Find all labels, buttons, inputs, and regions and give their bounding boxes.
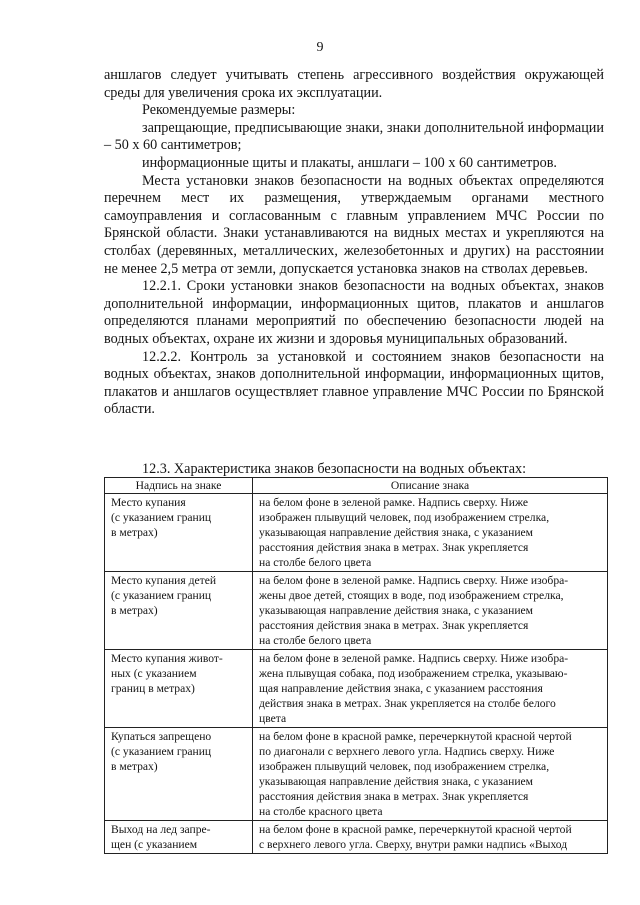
- header-sign-description: Описание знака: [253, 478, 608, 494]
- paragraph-2: Рекомендуемые размеры:: [142, 102, 296, 119]
- paragraph-4: информационные щиты и плакаты, аншлаги – 100 х 60 сантиметров.: [142, 154, 557, 171]
- paragraph-7: 12.2.2. Контроль за установкой и состоянием знаков безопасности на водных объектах, знаков дополнительной информации, информационных щитов, плакатов и аншлагов осуществляет главное управление МЧС России по Брянской области.: [104, 348, 604, 418]
- paragraph-5: Места установки знаков безопасности на водных объектах определяются перечнем мест их размещения, утверждаемым органами местного самоуправления и согласованным с главным управлением МЧС России по Брянской области. Знаки устанавливаются на видных местах и укрепляются на столбах (деревянных, металлических, железобетонных и других) на расстоянии не менее 2,5 метра от земли, допускается установка знаков на стволах деревьев.: [104, 172, 604, 277]
- sign-description-cell: на белом фоне в зеленой рамке. Надпись сверху. Ниже изобра- жены двое детей, стоящих в воде, под изображением стрелка, указывающая направление действия знака, с указанием расстояния действия знака в метрах. Знак укрепляется на столбе белого цвета: [253, 572, 608, 650]
- table-row: [105, 821, 608, 854]
- sign-description-cell: на белом фоне в красной рамке, перечеркнутой красной чертой по диагонали с верхнего левого угла. Надпись сверху. Ниже изображен плывущий человек, под изображением стрелка, указывающая направление действия знака, с указанием расстояния действия знака в метрах. Знак укрепляется на столбе красного цвета: [253, 728, 608, 821]
- sign-description-cell: на белом фоне в красной рамке, перечеркнутой красной чертой с верхнего левого угла. Сверху, внутри рамки надпись «Выход: [253, 821, 608, 854]
- header-sign-text: Надпись на знаке: [105, 478, 253, 494]
- page-number: 9: [316, 40, 324, 55]
- sign-name-cell: Место купания живот- ных (с указанием границ в метрах): [105, 650, 253, 728]
- paragraph-6: 12.2.1. Сроки установки знаков безопасности на водных объектах, знаков дополнительной информации, информационных щитов, плакатов и аншлагов определяются планами мероприятий по обеспечению безопасности людей на водных объектах, охране их жизни и здоровья муниципальных образований.: [104, 278, 604, 347]
- table-row: [105, 728, 608, 821]
- paragraph-1: аншлагов следует учитывать степень агрессивного воздействия окружающей среды для увеличения срока их эксплуатации.: [104, 67, 604, 101]
- table-header-row: [105, 478, 608, 494]
- table-caption: 12.3. Характеристика знаков безопасности на водных объектах:: [142, 461, 527, 477]
- table-row: [105, 494, 608, 572]
- table-row: [105, 650, 608, 728]
- sign-name-cell: Купаться запрещено (с указанием границ в метрах): [105, 728, 253, 821]
- sign-name-cell: Выход на лед запре- щен (с указанием: [105, 821, 253, 854]
- sign-name-cell: Место купания (с указанием границ в метрах): [105, 494, 253, 572]
- sign-description-cell: на белом фоне в зеленой рамке. Надпись сверху. Ниже изобра- жена плывущая собака, под изображением стрелка, указываю- щая направление действия знака, с указанием расстояния действия знака в метрах. Знак укрепляется на столбе белого цвета: [253, 650, 608, 728]
- body-text: [104, 67, 604, 419]
- sign-name-cell: Место купания детей (с указанием границ в метрах): [105, 572, 253, 650]
- table-row: [105, 572, 608, 650]
- paragraph-3: запрещающие, предписывающие знаки, знаки дополнительной информации – 50 х 60 сантиметров;: [104, 119, 604, 154]
- sign-description-cell: на белом фоне в зеленой рамке. Надпись сверху. Ниже изображен плывущий человек, под изображением стрелка, указывающая направление действия знака, с указанием расстояния действия знака в метрах. Знак укрепляется на столбе белого цвета: [253, 494, 608, 572]
- signs-table: [104, 477, 608, 854]
